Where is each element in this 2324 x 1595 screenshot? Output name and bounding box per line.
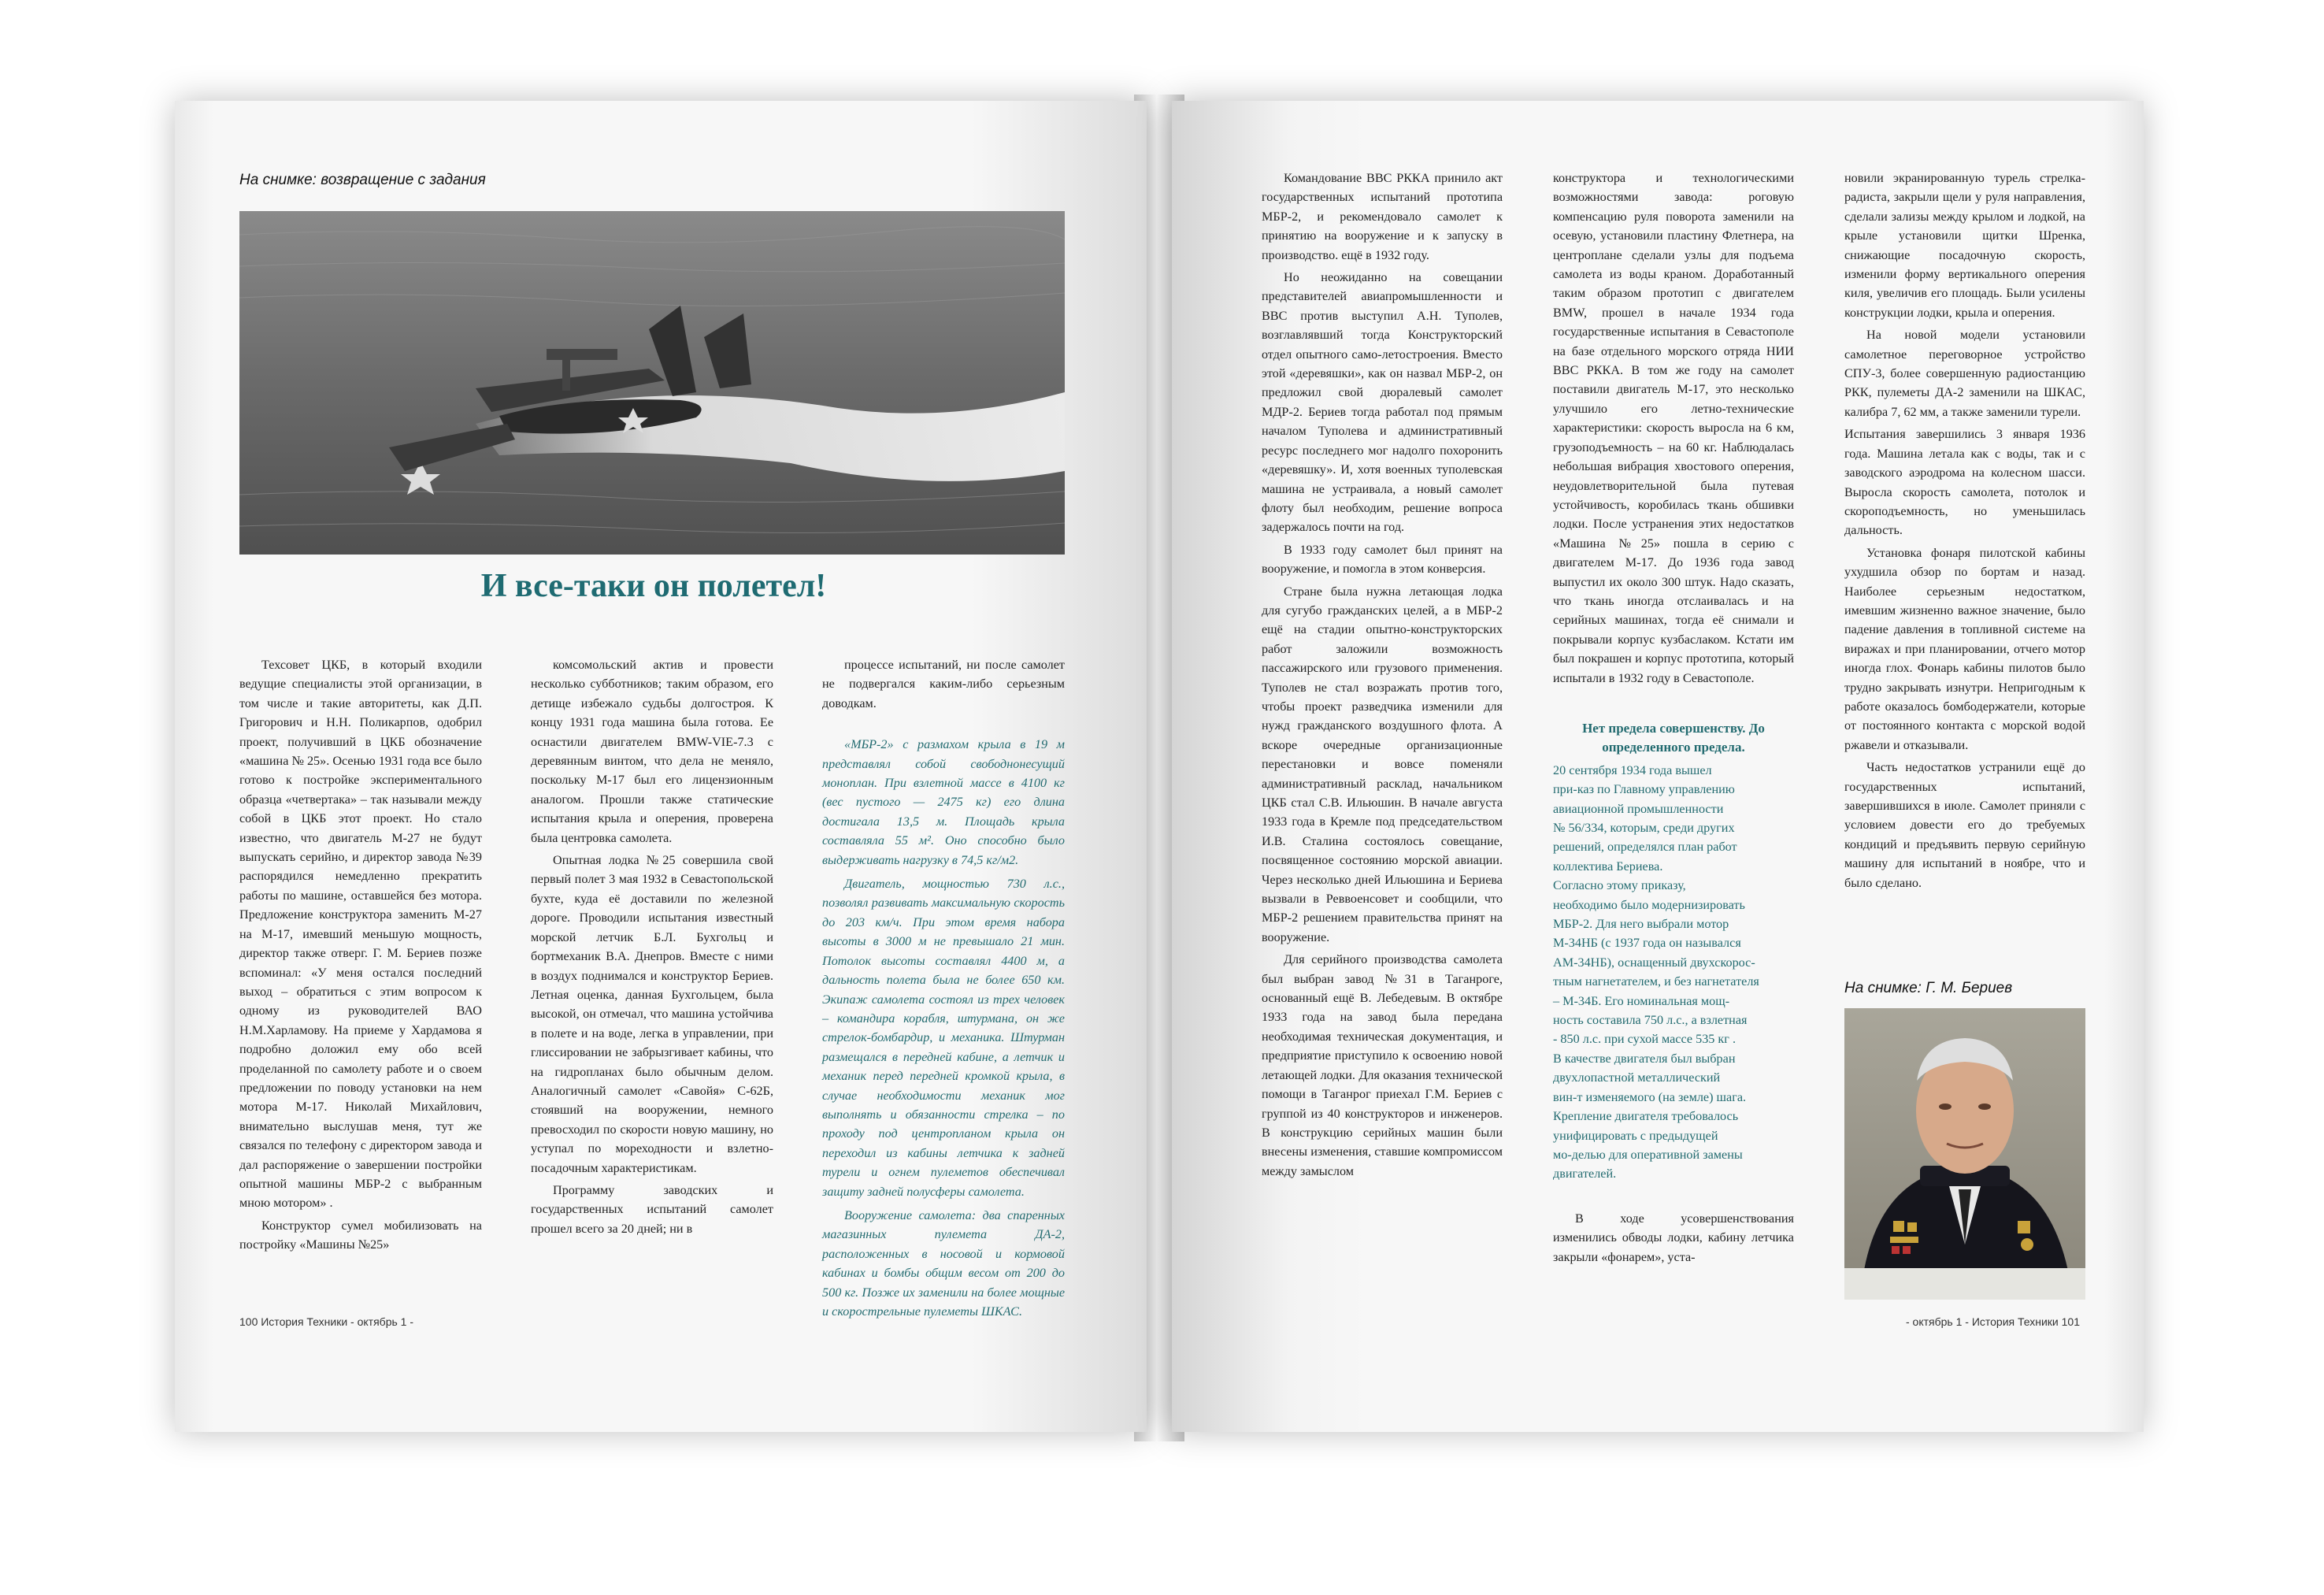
order-line: необходимо было модернизировать: [1553, 897, 1745, 912]
order-line: - 850 л.с. при сухой массе 535 кг .: [1553, 1032, 1737, 1047]
left-footer: 100 История Техники - октябрь 1 -: [239, 1315, 413, 1328]
paragraph: В 1933 году самолет был принят на вооружение, и помогла в этом конверсия.: [1262, 542, 1503, 577]
spec-paragraph: Двигатель, мощностью 730 л.с., позволял развивать максимальную скорость до 203 км/ч. При этом время набора высоты в 3000 м не превышало 21 мин. Потолок высоты составлял 4400 м, а дальность полета была не более 650 км. Экипаж самолета состоял из трех человек – командира корабля, штурмана, он же стрелок-бомбардир, и механика. Штурман размещался в передней кабине, а летчик и механик перед передней кромкой крыла, в случае необходимости механик мог выполнять и обязанности стрелка – по проходу под центропланом крыла он переходил из кабины летчика к задней турели и огнем пулеметов обеспечивал защиту задней полусферы самолета.: [822, 877, 1065, 1199]
order-line: – М-34Б. Его номинальная мощ-: [1553, 993, 1730, 1008]
order-line: Согласно этому приказу,: [1553, 878, 1686, 893]
order-line: мо-делью для оперативной замены: [1553, 1147, 1743, 1162]
paragraph: процессе испытаний, ни после самолет не подвергался каким-либо серьезным доводкам.: [822, 658, 1065, 710]
order-line: коллектива Бериева.: [1553, 859, 1663, 874]
order-line: М-34НБ (с 1937 года он назывался: [1553, 936, 1741, 951]
order-line: решений, определялся план работ: [1553, 840, 1737, 855]
paragraph: Часть недостатков устранили ещё до государственных испытаний, завершившихся в июле. Самолет приняли с условием довести его до требуемых кондиций и предъявить первую серийную машину для испытаний в ноябре, что и было сделано.: [1844, 760, 2085, 890]
order-line: унифицировать с предыдущей: [1553, 1128, 1718, 1143]
right-column-3: [1844, 169, 2085, 896]
portrait-photo: [1844, 1008, 2085, 1300]
order-line: МБР-2. Для него выбрали мотор: [1553, 917, 1729, 932]
order-line: авиационной промышленности: [1553, 801, 1724, 816]
article-title: И все-таки он полетел!: [480, 568, 827, 604]
paragraph: Стране была нужна летающая лодка для сугубо гражданских целей, а в МБР-2 ещё на стадии опытно-конструкторских работ заложили возможность пассажирского или грузового применения. Туполев не стал возражать против того, чтобы проект разведчика изменили для нужд гражданского воздушного флота. А вскоре очередные организационные перестановки и вовсе поменяли административный расклад, начальником ЦКБ стал С.В. Ильюшин. В начале августа 1933 года в Кремле под председательством И.В. Сталина состоялось совещание, посвященное состоянию морской авиации. Через несколько дней Ильюшина и Бериева вызвали в Реввоенсовет и сообщили, что МБР-2 решением правительства принят на вооружение.: [1262, 584, 1503, 944]
right-column-1: [1262, 169, 1503, 1184]
order-line: при-каз по Главному управлению: [1553, 782, 1735, 797]
paragraph: новили экранированную турель стрелка-радиста, закрыли щели у руля направления, сделали зализы между крылом и лодкой, на крыле установили щитки Шренка, снижающие посадочную скорость, изменили форму вертикального оперения киля, увеличив его площадь. Были усилены конструкции лодки, крыла и оперения.: [1844, 171, 2085, 320]
paragraph: Установка фонаря пилотской кабины ухудшила обзор по бортам и назад. Наиболее серьезным недостатком, имевшим жизненно важное значение, было падение давления в топливной системе на виражах и при планировании, отчего мотор иногда глох. Фонарь кабины пилотов было трудно закрывать изнутри. Непригодным к работе оказалось бомбодержатели, которые от постоянного контакта с морской водой ржавели и отказывали.: [1844, 545, 2085, 752]
paragraph: комсомольский актив и провести несколько субботников; таким образом, его детище избежало судьбы долгостроя. К концу 1931 года машина была готова. Ее оснастили двигателем BMW-VIE-7.3 с деревянным винтом, что дела не меняло, поскольку М-17 был его лицензионным аналогом. Прошли также статические испытания крыла и оперения, проверена была центровка самолета.: [531, 658, 773, 845]
paragraph: На новой модели установили самолетное переговорное устройство СПУ-3, более совершенную радиостанцию РКК, пулеметы ДА-2 заменили на ШКАС, калибра 7, 62 мм, а также заменили турели.: [1844, 328, 2085, 419]
paragraph: Программу заводских и государственных испытаний самолет прошел всего за 20 дней; ни в: [531, 1182, 773, 1236]
paragraph: Испытания завершились 3 января 1936 года. Машина летала как с воды, так и с заводского аэродрома на колесном шасси. Выросла скорость самолета, потолок и скороподъемность, но уменьшилась дальность.: [1844, 427, 2085, 538]
order-sidebar: [1553, 761, 1794, 1184]
paragraph: Техсовет ЦКБ, в который входили ведущие специалисты этой организации, в том числе и такие авторитеты, как Д.П. Григорович и Н.Н. Поликарпов, одобрил проект, получивший в ЦКБ обозначение «машина № 25». Осенью 1931 года все было готово к постройке экспериментального образца «четвертака» – так называли между собой в ЦКБ этот проект. Но стало известно, что двигатель М-27 не будут выпускать серийно, и директор завода №39 распорядился немедленно прекратить работы по машине, оставшейся без мотора. Предложение конструктора заменить М-27 на М-17, имевший меньшую мощность, директор также отверг. Г. М. Бериев позже вспоминал: «У меня остался последний выход – обратиться с этим вопросом к одному из руководителей ВАО Н.М.Харламову. На приеме у Хардамова я подробно доложил ему обо всей проделанной по самолету работе и о своем предложении по поводу установки на нем мотора М-17. Николай Михайлович, внимательно выслушав меня, тут же связался по телефону с директором завода и дал распоряжение о завершении постройки опытной машины МБР-2 с выбранным мною мотором» .: [239, 658, 482, 1211]
order-line: АМ-34НБ), оснащенный двухскорос-: [1553, 955, 1755, 970]
paragraph: Для серийного производства самолета был выбран завод №31 в Таганроге, основанный ещё В. Лебедевым. В октябре 1933 года на завод была передана необходимая техническая документация, и предприятие приступило к освоению новой летающей лодки. Для оказания технической помощи в Таганрог приехал Г.М. Бериев с группой из 40 конструкторов и инженеров. В конструкцию серийных машин были внесены изменения, ставшие компромиссом между замыслом: [1262, 952, 1503, 1178]
left-column-3: [822, 655, 1065, 1326]
paragraph: Командование ВВС РККА принило акт государственных испытаний прототипа МБР-2, и рекомендовало самолет к принятию на вооружение и к запуску в производство. ещё в 1932 году.: [1262, 171, 1503, 262]
specs-sidebar: [822, 735, 1065, 1321]
order-line: 20 сентября 1934 года вышел: [1553, 762, 1712, 777]
paragraph: В ходе усовершенствования изменились обводы лодки, кабину летчика закрыли «фонарем», уста-: [1553, 1211, 1794, 1264]
paragraph: Опытная лодка №25 совершила свой первый полет 3 мая 1932 в Севастопольской бухте, куда её доставили по железной дороге. Проводили испытания известный морской летчик Б.Л. Бухгольц и бортмеханик В.А. Днепров. Вместе с ними в воздух поднимался и конструктор Бериев. Летная оценка, данная Бухгольцем, была высокой, он отмечал, что машина устойчива в полете и на воде, легка в управлении, при глиссировании не забрызгивает кабины, что на гидропланах было обычным делом. Аналогичный самолет «Савойя» С-62Б, стоявший на вооружении, немного превосходил по скорости новую машину, но уступал по мореходности и взлетно-посадочным характеристикам.: [531, 853, 773, 1175]
right-column-2: [1553, 169, 1794, 1270]
left-column-2: [531, 655, 773, 1241]
right-footer: - октябрь 1 - История Техники 101: [1906, 1315, 2080, 1328]
order-line: ность составила 750 л.с., а взлетная: [1553, 1013, 1748, 1028]
paragraph: Но неожиданно на совещании представителей авиапромышленности и ВВС против выступил А.Н. Туполев, возглавлявший тогда Конструкторский отдел опытного само-летостроения. Вместо этой «деревяшки», как он назвал МБР-2, он предложил свой дюралевый самолет МДР-2. Бериев тогда работал под прямым началом Туполева и административный ресурс последнего мог надолго похоронить «деревяшку». И, хотя военных туполевская машина не устраивала, а новый самолет флоту был необходим, решение вопроса задержалось почти на год.: [1262, 270, 1503, 535]
order-line: № 56/334, которым, среди других: [1553, 821, 1735, 835]
section-subheading: Нет предела совершенству. До определенного предела.: [1582, 720, 1765, 755]
paragraph: Конструктор сумел мобилизовать на постройку «Машины №25»: [239, 1218, 482, 1252]
photo-caption: На снимке: возвращение с задания: [239, 172, 486, 188]
order-line: вин-т изменяемого (на земле) шага.: [1553, 1089, 1747, 1104]
seaplane-photo: [239, 211, 1065, 555]
portrait-caption: На снимке: Г. М. Бериев: [1844, 980, 2013, 996]
paragraph: конструктора и технологическими возможностями завода: роговую компенсацию руля поворота заменили на осевую, установили пластину Флетнера, на центроплане сделали узлы для подъема самолета из воды краном. Доработанный таким образом прототип с двигателем BMW, прошел в начале 1934 года государственные испытания в Севастополе на базе отдельного морского отряда НИИ ВВС РККА. В том же году на самолет поставили двигатель М-17, это несколько улучшило его летно-технические характеристики: скорость выросла на 6 км, грузоподъемность – на 60 кг. Наблюдалась небольшая вибрация хвостового оперения, неудовлетворительной была путевая устойчивость, коробилась ткань обшивки лодки. После устранения этих недостатков «Машина №25» пошла в серию с двигателем М-17. До 1936 года завод выпустил их около 300 штук. Надо сказать, что ткань иногда отслаивалась и на серийных машинах, тогда её снимали и покрывали корпус кузбаслаком. Кстати им был покрашен и корпус прототипа, который испытали в 1932 году в Севастополе.: [1553, 171, 1794, 685]
left-column-1: [239, 655, 482, 1258]
order-line: двигателей.: [1553, 1167, 1617, 1181]
spec-paragraph: Вооружение самолета: два спаренных магазинных пулемета ДА-2, расположенных в носовой и кормовой кабинах и бомбы общим весом от 200 до 500 кг. Позже их заменили на более мощные и скорострельные пулеметы ШКАС.: [822, 1207, 1065, 1319]
order-line: В качестве двигателя был выбран: [1553, 1051, 1736, 1066]
order-line: Крепление двигателя требовалось: [1553, 1109, 1739, 1124]
spec-paragraph: «МБР-2» с размахом крыла в 19 м представлял собой свободнонесущий моноплан. При взлетной массе в 4100 кг (вес пустого — 2475 кг) его длина достигала 13,5 м. Площадь крыла составляла 55 м². Оно способно было выдерживать нагрузку в 74,5 кг/м2.: [822, 737, 1065, 867]
order-line: тным нагнетателем, и без нагнетателя: [1553, 974, 1759, 989]
order-line: двухлопастной металлический: [1553, 1070, 1721, 1085]
